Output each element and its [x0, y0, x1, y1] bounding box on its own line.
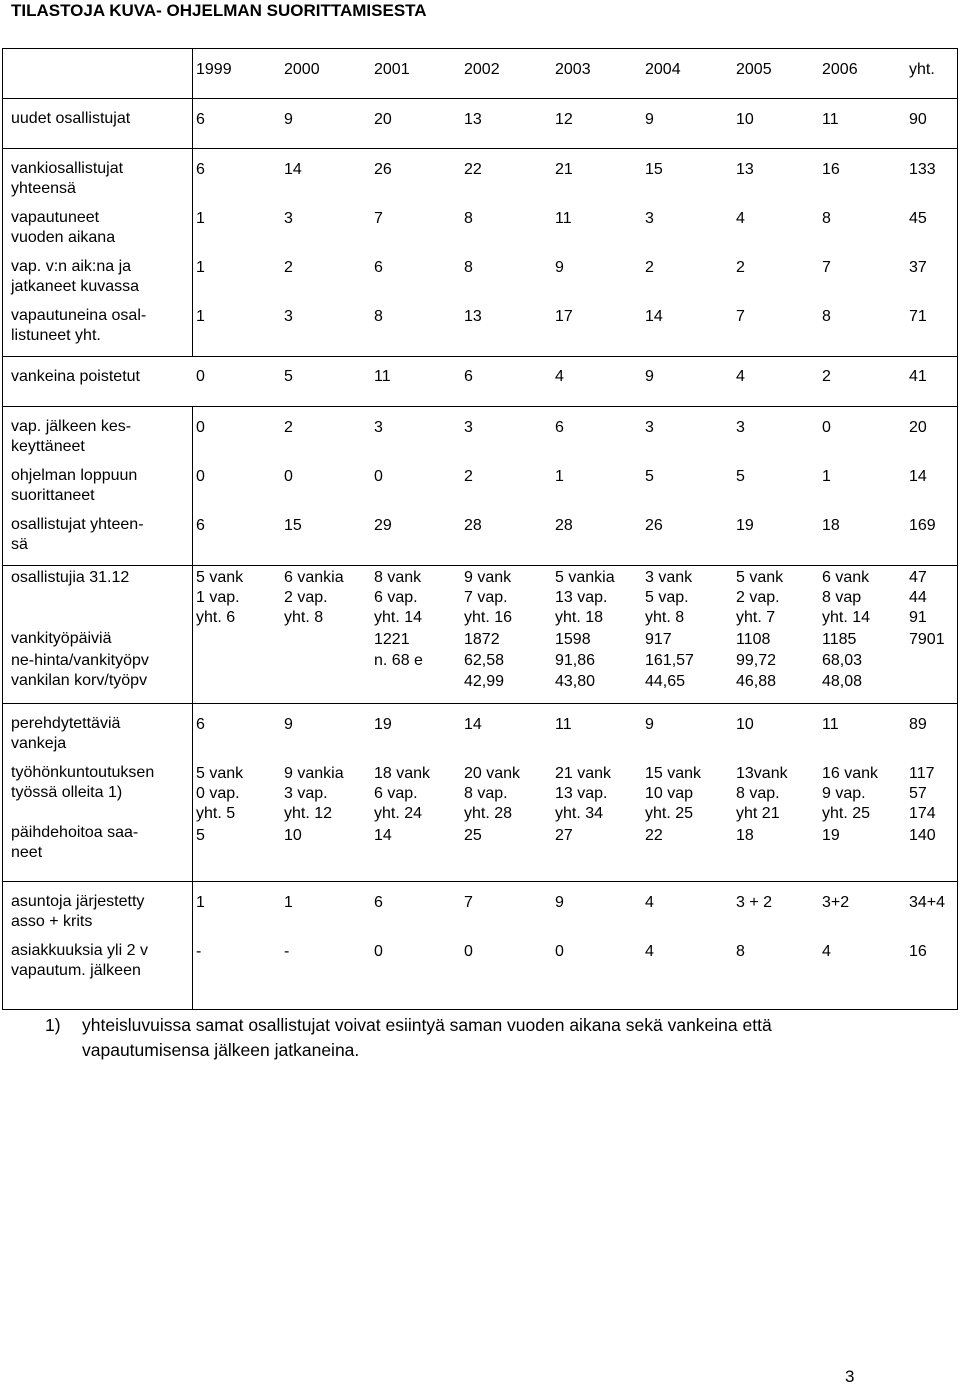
value-cell: 18: [736, 827, 754, 844]
values-grid: [193, 160, 959, 356]
header-empty-cell: [3, 49, 193, 99]
value-cell: 2: [736, 259, 745, 276]
footnote-number: 1): [45, 1015, 61, 1035]
value-cell: 3: [736, 419, 745, 436]
label-cell: [3, 704, 193, 882]
row-label: työssä olleita 1): [11, 784, 123, 801]
value-cell: 1: [196, 308, 205, 325]
value-cell: 27: [555, 827, 573, 844]
value-cell: 18 vank: [374, 765, 431, 782]
value-cell: 9 vank: [464, 569, 512, 586]
value-cell: 3+2: [822, 894, 850, 911]
value-cell: 47: [909, 569, 927, 586]
value-cell: 4: [736, 368, 745, 385]
value-cell: 7: [374, 210, 383, 227]
value-cell: 10: [736, 111, 754, 128]
value-cell: 3: [284, 210, 293, 227]
value-cell: yht. 14: [374, 609, 423, 626]
value-cell: 28: [464, 517, 482, 534]
row-label: jatkaneet kuvassa: [11, 278, 140, 295]
value-cell: 5 vap.: [645, 589, 689, 606]
value-cell: 26: [645, 517, 663, 534]
value-cell: 57: [909, 785, 927, 802]
row-label: [11, 608, 188, 628]
value-cell: 15 vank: [645, 765, 702, 782]
value-cell: 13: [464, 308, 482, 325]
value-cell: 7: [736, 308, 745, 325]
value-cell: 2 vap.: [736, 589, 780, 606]
value-cell: 7: [822, 259, 831, 276]
value-cell: 99,72: [736, 652, 777, 669]
values-cell: [193, 99, 958, 149]
value-cell: 8: [736, 943, 745, 960]
value-cell: 13: [736, 161, 754, 178]
row-label: vuoden aikana: [11, 229, 116, 246]
value-cell: 8: [822, 308, 831, 325]
row-label: perehdytettäviä: [11, 715, 121, 732]
value-cell: 12: [555, 111, 573, 128]
values-grid: [193, 893, 959, 991]
value-cell: 8 vap: [822, 589, 862, 606]
page-number: 3: [845, 1367, 855, 1386]
value-cell: 0: [374, 468, 383, 485]
value-cell: 0: [196, 368, 205, 385]
value-cell: [281, 651, 371, 672]
value-cell: 11: [555, 210, 572, 227]
value-cell: yht. 6: [196, 609, 236, 626]
value-cell: [906, 651, 959, 672]
value-cell: 17: [555, 308, 573, 325]
value-cell: 2006: [822, 61, 858, 78]
row-label: vankeina poistetut: [11, 368, 140, 385]
value-cell: 22: [645, 827, 663, 844]
values-cell: [193, 882, 958, 1010]
values-grid: [193, 110, 959, 130]
value-cell: 3 vap.: [284, 785, 328, 802]
value-cell: 4: [645, 894, 654, 911]
value-cell: 10: [284, 827, 302, 844]
value-cell: 9: [645, 368, 654, 385]
value-cell: 16: [822, 161, 840, 178]
row-label: vap. jälkeen kes-: [11, 418, 132, 435]
value-cell: 169: [909, 517, 936, 534]
value-cell: 7 vap.: [464, 589, 508, 606]
value-cell: 10 vap: [645, 785, 694, 802]
label-cell: [3, 407, 193, 566]
value-cell: 2: [284, 419, 293, 436]
value-cell: 15: [645, 161, 663, 178]
value-cell: 6: [196, 111, 205, 128]
value-cell: 917: [645, 631, 672, 648]
value-cell: 91,86: [555, 652, 596, 669]
value-cell: 2004: [645, 61, 681, 78]
value-cell: 16 vank: [822, 765, 879, 782]
value-cell: 133: [909, 161, 936, 178]
value-cell: 6: [196, 716, 205, 733]
value-cell: 20 vank: [464, 765, 521, 782]
value-cell: 9 vap.: [822, 785, 866, 802]
row-label: uudet osallistujat: [11, 110, 131, 127]
value-cell: 28: [555, 517, 573, 534]
value-cell: 16: [909, 943, 927, 960]
row-label: ne-hinta/vankityöpv: [11, 652, 149, 669]
row-label: osallistujat yhteen-: [11, 516, 144, 533]
value-cell: 44,65: [645, 673, 686, 690]
value-cell: yht. 14: [822, 609, 871, 626]
value-cell: 5 vank: [736, 569, 784, 586]
value-cell: 11: [822, 716, 839, 733]
value-cell: 8 vap.: [736, 785, 780, 802]
value-cell: 3: [464, 419, 473, 436]
value-cell: [281, 672, 371, 693]
value-cell: [193, 672, 281, 693]
value-cell: 0: [822, 419, 831, 436]
value-cell: 3 vank: [645, 569, 693, 586]
value-cell: [281, 630, 371, 651]
row-label: keyttäneet: [11, 438, 85, 455]
value-cell: 25: [464, 827, 482, 844]
value-cell: 6: [196, 161, 205, 178]
value-cell: yht. 18: [555, 609, 604, 626]
value-cell: 18: [822, 517, 840, 534]
value-cell: yht.: [909, 61, 935, 78]
value-cell: 9: [645, 716, 654, 733]
label-cell: [3, 149, 193, 357]
row-label: vankityöpäiviä: [11, 630, 112, 647]
value-cell: 2: [464, 468, 473, 485]
value-cell: 8 vank: [374, 569, 422, 586]
value-cell: yht. 34: [555, 805, 604, 822]
value-cell: 37: [909, 259, 927, 276]
value-cell: 13 vap.: [555, 785, 608, 802]
value-cell: 11: [822, 111, 839, 128]
removed-row-cell: [3, 357, 958, 407]
value-cell: 68,03: [822, 652, 863, 669]
value-cell: 5: [645, 468, 654, 485]
value-cell: 140: [909, 827, 936, 844]
row-label: asso + krits: [11, 913, 93, 930]
value-cell: 4: [736, 210, 745, 227]
value-cell: 5: [196, 827, 205, 844]
values-grid: [193, 60, 959, 80]
value-cell: 6: [555, 419, 564, 436]
value-cell: 161,57: [645, 652, 694, 669]
value-cell: 5: [736, 468, 745, 485]
page-title: TILASTOJA KUVA- OHJELMAN SUORITTAMISESTA: [11, 1, 427, 20]
value-cell: 21: [555, 161, 573, 178]
value-cell: 2001: [374, 61, 410, 78]
value-cell: 7901: [909, 631, 945, 648]
value-cell: 4: [822, 943, 831, 960]
value-cell: 8: [464, 210, 473, 227]
value-cell: 14: [464, 716, 482, 733]
value-cell: 13vank: [736, 765, 788, 782]
value-cell: 3: [645, 210, 654, 227]
value-cell: 1 vap.: [196, 589, 240, 606]
statistics-table: [2, 48, 958, 1010]
value-cell: 14: [374, 827, 392, 844]
value-cell: 174: [909, 805, 936, 822]
row-label: sä: [11, 536, 28, 553]
row-label: listuneet yht.: [11, 327, 101, 344]
value-cell: 6: [464, 368, 473, 385]
row-label: vankiosallistujat: [11, 160, 124, 177]
row-label: päihdehoitoa saa-: [11, 824, 139, 841]
footnote-line: vapautumisensa jälkeen jatkaneina.: [82, 1040, 360, 1060]
value-cell: 89: [909, 716, 927, 733]
value-cell: 43,80: [555, 673, 596, 690]
value-cell: 3: [374, 419, 383, 436]
value-cell: yht. 16: [464, 609, 513, 626]
value-cell: 29: [374, 517, 392, 534]
value-cell: 6 vank: [822, 569, 870, 586]
value-cell: 45: [909, 210, 927, 227]
value-cell: 8 vap.: [464, 785, 508, 802]
value-cell: 2002: [464, 61, 500, 78]
values-grid: [193, 367, 959, 387]
value-cell: 0: [374, 943, 383, 960]
value-cell: 1: [196, 894, 205, 911]
value-cell: 6 vankia: [284, 569, 344, 586]
value-cell: 1185: [822, 631, 857, 648]
value-cell: 11: [555, 716, 572, 733]
row-label: vankeja: [11, 735, 67, 752]
value-cell: 19: [822, 827, 840, 844]
row-label: ohjelman loppuun: [11, 467, 138, 484]
row-label: asuntoja järjestetty: [11, 893, 145, 910]
value-cell: 3: [284, 308, 293, 325]
value-cell: 15: [284, 517, 302, 534]
value-cell: 0 vap.: [196, 785, 240, 802]
value-cell: 46,88: [736, 673, 777, 690]
value-cell: 0: [196, 468, 205, 485]
value-cell: 91: [909, 609, 927, 626]
value-cell: 2: [822, 368, 831, 385]
row-label: vapautuneina osal-: [11, 307, 147, 324]
label-cell: [3, 882, 193, 1010]
value-cell: 0: [284, 468, 293, 485]
row-label: vankilan korv/työpv: [11, 672, 148, 689]
value-cell: 1: [555, 468, 564, 485]
value-cell: -: [196, 943, 202, 960]
value-cell: 1: [196, 259, 205, 276]
value-cell: 71: [909, 308, 927, 325]
row-label: asiakkuuksia yli 2 v: [11, 942, 148, 959]
value-cell: yht. 8: [645, 609, 685, 626]
row-label: yhteensä: [11, 180, 76, 197]
value-cell: 1999: [196, 61, 232, 78]
row-label: [11, 588, 188, 608]
value-cell: 5: [284, 368, 293, 385]
value-cell: 2003: [555, 61, 591, 78]
row-label: vapautuneet: [11, 209, 100, 226]
value-cell: 4: [645, 943, 654, 960]
value-cell: 8: [374, 308, 383, 325]
value-cell: 11: [374, 368, 391, 385]
values-cell: [193, 407, 958, 566]
value-cell: 7: [464, 894, 473, 911]
value-cell: yht. 25: [822, 805, 871, 822]
value-cell: 3: [645, 419, 654, 436]
row-label: vapautum. jälkeen: [11, 962, 141, 979]
value-cell: 22: [464, 161, 482, 178]
value-cell: 6: [196, 517, 205, 534]
value-cell: 26: [374, 161, 392, 178]
value-cell: 14: [284, 161, 302, 178]
value-cell: 3 + 2: [736, 894, 773, 911]
value-cell: 8: [822, 210, 831, 227]
value-cell: yht. 28: [464, 805, 513, 822]
value-cell: 44: [909, 589, 927, 606]
label-cell: [3, 566, 193, 704]
value-cell: 20: [374, 111, 392, 128]
values-grid: [193, 568, 959, 693]
value-cell: 0: [196, 419, 205, 436]
value-cell: 9: [645, 111, 654, 128]
row-label: neet: [11, 844, 43, 861]
value-cell: [906, 672, 959, 693]
value-cell: 5 vankia: [555, 569, 615, 586]
value-cell: 117: [909, 765, 935, 782]
value-cell: 19: [374, 716, 392, 733]
value-cell: 19: [736, 517, 754, 534]
row-label: suorittaneet: [11, 487, 95, 504]
value-cell: 0: [464, 943, 473, 960]
value-cell: yht. 24: [374, 805, 423, 822]
values-grid: [193, 715, 959, 846]
value-cell: 13 vap.: [555, 589, 608, 606]
value-cell: 4: [555, 368, 564, 385]
value-cell: 2005: [736, 61, 772, 78]
value-cell: 10: [736, 716, 754, 733]
value-cell: 1: [196, 210, 205, 227]
value-cell: [193, 651, 281, 672]
value-cell: 1872: [464, 631, 500, 648]
value-cell: 62,58: [464, 652, 505, 669]
value-cell: 0: [555, 943, 564, 960]
value-cell: 48,08: [822, 673, 863, 690]
year-header-cell: [193, 49, 958, 99]
value-cell: 9: [284, 111, 293, 128]
value-cell: 2000: [284, 61, 320, 78]
values-grid: [193, 418, 959, 565]
value-cell: 14: [909, 468, 927, 485]
value-cell: 34+4: [909, 894, 946, 911]
value-cell: 8: [464, 259, 473, 276]
value-cell: 9: [555, 894, 564, 911]
value-cell: 13: [464, 111, 482, 128]
value-cell: 2 vap.: [284, 589, 328, 606]
value-cell: 9 vankia: [284, 765, 344, 782]
value-cell: 20: [909, 419, 927, 436]
value-cell: 2: [645, 259, 654, 276]
value-cell: -: [284, 943, 290, 960]
value-cell: 9: [555, 259, 564, 276]
value-cell: yht. 12: [284, 805, 333, 822]
value-cell: 6: [374, 894, 383, 911]
value-cell: 6 vap.: [374, 785, 418, 802]
values-cell: [193, 566, 958, 704]
value-cell: 5 vank: [196, 765, 244, 782]
value-cell: 41: [909, 368, 927, 385]
footnote-line: yhteisluvuissa samat osallistujat voivat esiintyä saman vuoden aikana sekä vankeina että: [82, 1015, 772, 1035]
row-label: työhönkuntoutuksen: [11, 764, 155, 781]
value-cell: 42,99: [464, 673, 505, 690]
row-label: osallistujia 31.12: [11, 569, 130, 586]
value-cell: n. 68 e: [374, 652, 423, 669]
value-cell: 90: [909, 111, 927, 128]
value-cell: [193, 630, 281, 651]
value-cell: [371, 672, 461, 693]
value-cell: 5 vank: [196, 569, 244, 586]
value-cell: 6 vap.: [374, 589, 418, 606]
value-cell: 9: [284, 716, 293, 733]
value-cell: 21 vank: [555, 765, 612, 782]
value-cell: 6: [374, 259, 383, 276]
values-cell: [193, 149, 958, 357]
value-cell: 1: [284, 894, 293, 911]
value-cell: 1108: [736, 631, 771, 648]
row-label: vap. v:n aik:na ja: [11, 258, 132, 275]
value-cell: 14: [645, 308, 663, 325]
value-cell: yht. 8: [284, 609, 324, 626]
label-cell: [3, 99, 193, 149]
values-cell: [193, 704, 958, 882]
value-cell: yht. 7: [736, 609, 776, 626]
value-cell: 1598: [555, 631, 591, 648]
value-cell: yht. 5: [196, 805, 236, 822]
value-cell: 1: [822, 468, 831, 485]
value-cell: 1221: [374, 631, 410, 648]
value-cell: yht. 25: [645, 805, 694, 822]
value-cell: yht 21: [736, 805, 780, 822]
value-cell: 2: [284, 259, 293, 276]
